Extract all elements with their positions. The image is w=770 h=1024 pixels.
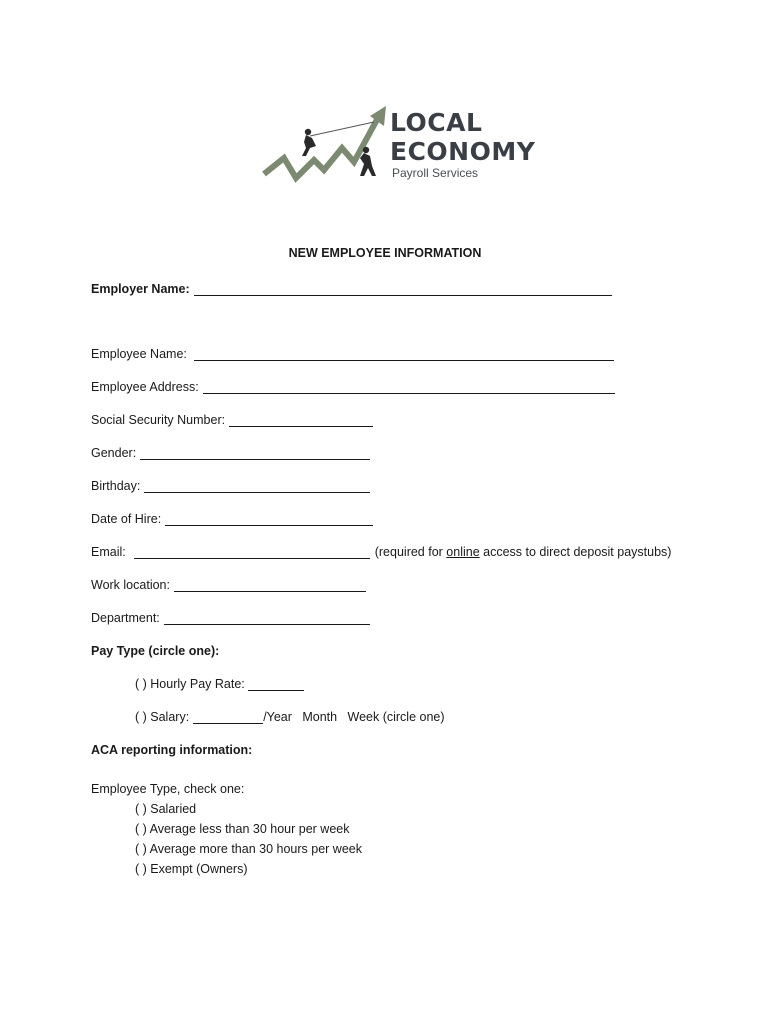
email-field[interactable]	[134, 544, 370, 559]
employee-type-label: Employee Type, check one:	[91, 782, 245, 796]
form-title: NEW EMPLOYEE INFORMATION	[288, 246, 482, 260]
company-logo	[262, 104, 536, 186]
work-location-field[interactable]	[174, 577, 366, 592]
gender-label: Gender:	[91, 446, 137, 460]
work-location-label: Work location:	[91, 578, 170, 592]
employee-type-option-less-30[interactable]: ( ) Average less than 30 hour per week	[135, 822, 350, 836]
date-of-hire-label: Date of Hire:	[91, 512, 162, 526]
logo-line-payroll: Payroll Services	[392, 166, 479, 180]
salary-row	[135, 706, 445, 724]
email-label: Email:	[91, 545, 126, 559]
employee-name-row	[91, 343, 614, 361]
logo-graph-icon	[262, 104, 392, 186]
department-field[interactable]	[164, 610, 370, 625]
birthday-row	[91, 475, 370, 493]
hourly-row	[135, 673, 304, 691]
birthday-field[interactable]	[144, 478, 370, 493]
email-note	[375, 545, 672, 559]
employer-name-row	[91, 278, 612, 296]
hourly-rate-field[interactable]	[248, 676, 304, 691]
employee-address-row	[91, 376, 615, 394]
email-note-online: online	[446, 545, 480, 559]
salary-period-options[interactable]: /Year Month Week (circle one)	[263, 710, 445, 724]
email-note-post: access to direct deposit paystubs)	[479, 545, 672, 559]
pay-type-heading: Pay Type (circle one):	[91, 644, 220, 658]
employee-address-label: Employee Address:	[91, 380, 199, 394]
gender-field[interactable]	[140, 445, 370, 460]
hourly-option[interactable]: ( ) Hourly Pay Rate:	[135, 677, 245, 691]
department-label: Department:	[91, 611, 160, 625]
employee-address-field[interactable]	[203, 379, 615, 394]
salary-option[interactable]: ( ) Salary:	[135, 710, 190, 724]
employer-name-label: Employer Name:	[91, 282, 190, 296]
date-of-hire-row	[91, 508, 373, 526]
employee-name-label: Employee Name:	[91, 347, 187, 361]
employer-name-field[interactable]	[194, 281, 612, 296]
department-row	[91, 607, 370, 625]
logo-line-economy: ECONOMY	[390, 137, 536, 166]
work-location-row	[91, 574, 366, 592]
employee-name-field[interactable]	[194, 346, 614, 361]
salary-amount-field[interactable]	[193, 709, 263, 724]
birthday-label: Birthday:	[91, 479, 141, 493]
ssn-field[interactable]	[229, 412, 373, 427]
ssn-row	[91, 409, 373, 427]
employee-type-option-exempt[interactable]: ( ) Exempt (Owners)	[135, 862, 248, 876]
ssn-label: Social Security Number:	[91, 413, 226, 427]
gender-row	[91, 442, 370, 460]
employee-type-option-salaried[interactable]: ( ) Salaried	[135, 802, 197, 816]
email-row	[91, 541, 671, 559]
aca-heading: ACA reporting information:	[91, 743, 253, 757]
employee-type-option-more-30[interactable]: ( ) Average more than 30 hours per week	[135, 842, 362, 856]
date-of-hire-field[interactable]	[165, 511, 373, 526]
logo-line-local: LOCAL	[390, 108, 483, 137]
email-note-pre: (required for	[374, 545, 447, 559]
